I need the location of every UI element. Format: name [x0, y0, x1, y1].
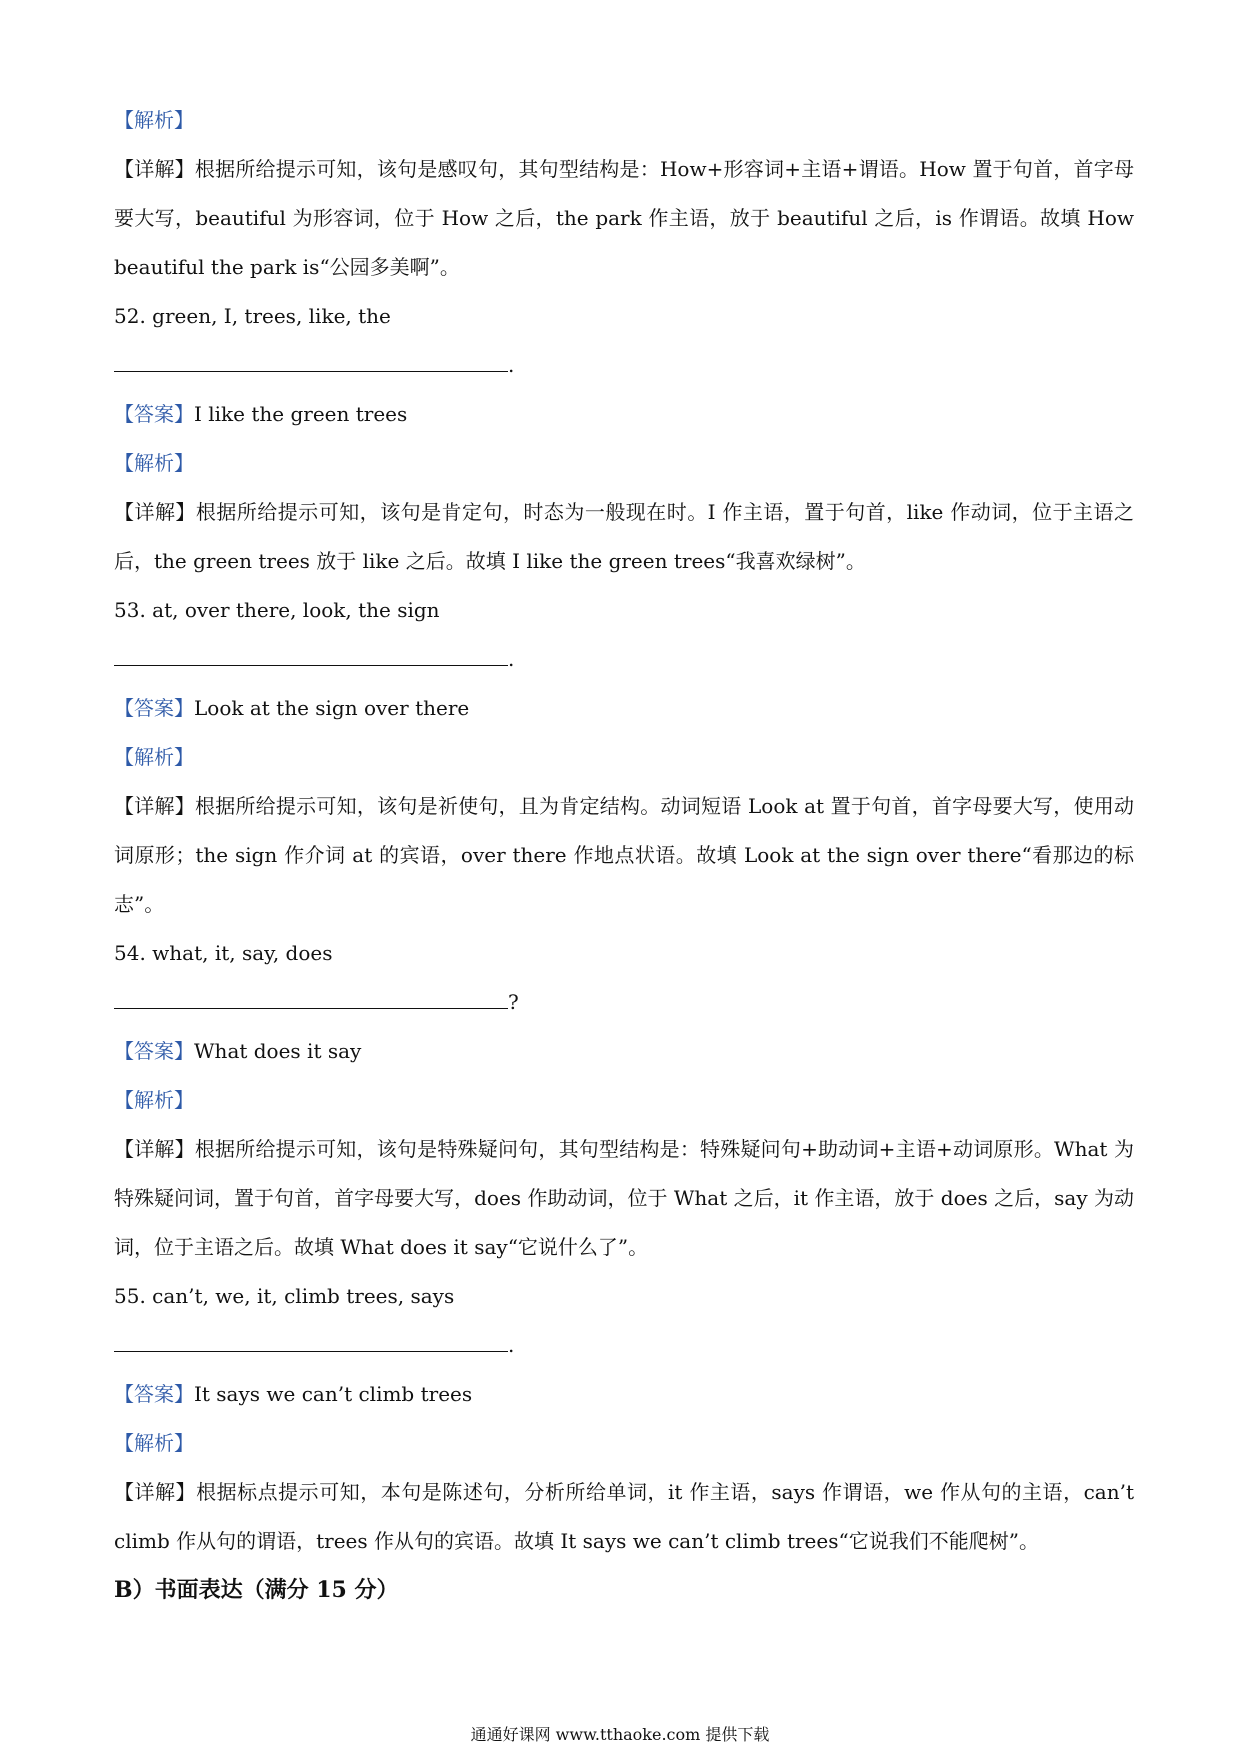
- blank-punctuation: .: [508, 1333, 515, 1357]
- blank-punctuation: .: [508, 353, 515, 377]
- analysis-heading: [114, 1076, 1134, 1125]
- detail-tag: 【详解】: [114, 1480, 197, 1504]
- detail-text: 根据所给提示可知，该句是感叹句，其句型结构是：How+形容词+主语+谓语。How 置于句首，首字母要大写，beautiful 为形容词，位于 How 之后，the park 作主语，放于 beautiful 之后，is 作谓语。故填 How beautiful the park is“公园多美啊”。: [114, 157, 1134, 279]
- answer-blank-53: [114, 635, 1134, 684]
- section-heading-b: B）书面表达（满分 15 分）: [114, 1577, 399, 1603]
- answer-53: [114, 684, 1134, 733]
- blank-punctuation: .: [508, 647, 515, 671]
- analysis-heading: [114, 1419, 1134, 1468]
- question-54: 54. what, it, say, does: [114, 941, 333, 965]
- detail-paragraph-52: [114, 488, 1134, 586]
- detail-paragraph-55: [114, 1468, 1134, 1566]
- detail-text: 根据标点提示可知，本句是陈述句，分析所给单词，it 作主语，says 作谓语，we 作从句的主语，can’t climb 作从句的谓语，trees 作从句的宾语。故填 It says we can’t climb trees“它说我们不能爬树”。: [114, 1480, 1134, 1553]
- detail-tag: 【详解】: [114, 1137, 195, 1161]
- answer-blank-55: [114, 1321, 1134, 1370]
- detail-text: 根据所给提示可知，该句是祈使句，且为肯定结构。动词短语 Look at 置于句首，首字母要大写，使用动词原形；the sign 作介词 at 的宾语，over there 作地点状语。故填 Look at the sign over there“看那边的标志”。: [114, 794, 1135, 916]
- answer-blank-52: [114, 341, 1134, 390]
- answer-text: What does it say: [194, 1039, 362, 1063]
- answer-text: Look at the sign over there: [194, 696, 470, 720]
- analysis-tag: 【解析】: [114, 108, 194, 132]
- analysis-tag: 【解析】: [114, 1431, 194, 1455]
- analysis-heading: [114, 96, 1134, 145]
- detail-text: 根据所给提示可知，该句是肯定句，时态为一般现在时。I 作主语，置于句首，like 作动词，位于主语之后，the green trees 放于 like 之后。故填 I like the green trees“我喜欢绿树”。: [114, 500, 1134, 573]
- analysis-tag: 【解析】: [114, 451, 194, 475]
- detail-text: 根据所给提示可知，该句是特殊疑问句，其句型结构是：特殊疑问句+助动词+主语+动词原形。What 为特殊疑问词，置于句首，首字母要大写，does 作助动词，位于 What 之后，it 作主语，放于 does 之后，say 为动词，位于主语之后。故填 What does it say“它说什么了”。: [114, 1137, 1135, 1259]
- detail-paragraph-53: [114, 782, 1134, 929]
- detail-tag: 【详解】: [114, 500, 196, 524]
- answer-52: [114, 390, 1134, 439]
- blank-underline[interactable]: [114, 1323, 508, 1352]
- page-footer: 通通好课网 www.tthaoke.com 提供下载: [470, 1725, 770, 1744]
- question-53: 53. at, over there, look, the sign: [114, 598, 440, 622]
- answer-text: It says we can’t climb trees: [194, 1382, 473, 1406]
- answer-tag: 【答案】: [114, 696, 194, 720]
- answer-55: [114, 1370, 1134, 1419]
- question-52: 52. green, I, trees, like, the: [114, 304, 391, 328]
- answer-tag: 【答案】: [114, 1039, 194, 1063]
- blank-underline[interactable]: [114, 980, 508, 1009]
- answer-tag: 【答案】: [114, 402, 194, 426]
- detail-tag: 【详解】: [114, 157, 195, 181]
- detail-paragraph: [114, 145, 1134, 292]
- analysis-tag: 【解析】: [114, 1088, 194, 1112]
- analysis-heading: [114, 439, 1134, 488]
- blank-underline[interactable]: [114, 637, 508, 666]
- analysis-tag: 【解析】: [114, 745, 194, 769]
- blank-underline[interactable]: [114, 343, 508, 372]
- question-55: 55. can’t, we, it, climb trees, says: [114, 1284, 455, 1308]
- answer-text: I like the green trees: [194, 402, 408, 426]
- blank-punctuation: ?: [508, 990, 519, 1014]
- detail-paragraph-54: [114, 1125, 1134, 1272]
- answer-54: [114, 1027, 1134, 1076]
- analysis-heading: [114, 733, 1134, 782]
- document-body: [114, 96, 1134, 1615]
- detail-tag: 【详解】: [114, 794, 195, 818]
- answer-tag: 【答案】: [114, 1382, 194, 1406]
- answer-blank-54: [114, 978, 1134, 1027]
